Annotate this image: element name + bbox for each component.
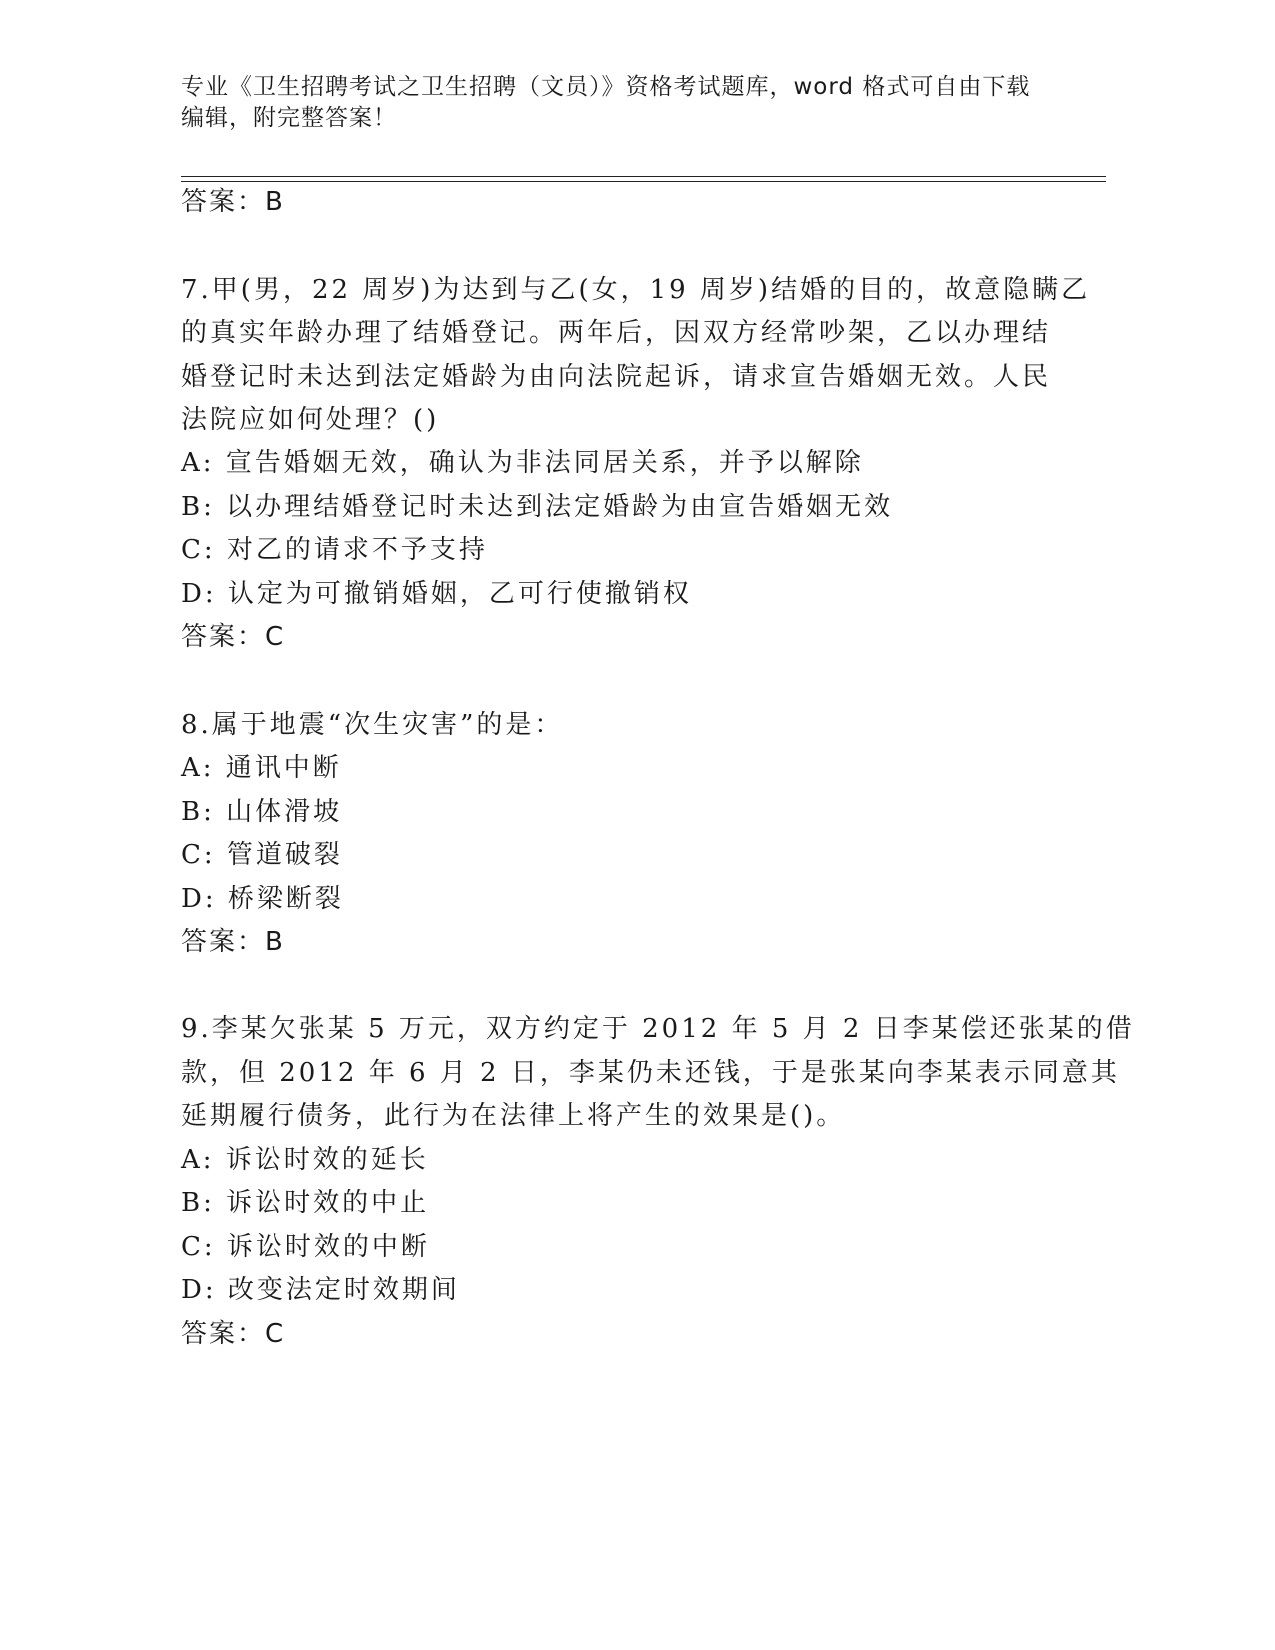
previous-answer: 答案：B [181,187,285,217]
header-line-1: 专业《卫生招聘考试之卫生招聘（文员）》资格考试题库，word 格式可自由下载 [181,74,1031,100]
option-c: C: 管道破裂 [181,840,343,870]
option-a: A: 诉讼时效的延长 [181,1145,429,1175]
option-a: A: 通讯中断 [181,753,342,783]
answer: 答案：C [181,1319,286,1349]
question-text-line: 款，但 2012 年 6 月 2 日，李某仍未还钱，于是张某向李某表示同意其 [181,1058,1120,1088]
option-b: B: 诉讼时效的中止 [181,1188,430,1218]
option-b: B: 山体滑坡 [181,797,343,827]
option-c: C: 对乙的请求不予支持 [181,535,488,565]
question-text-line: 婚登记时未达到法定婚龄为由向法院起诉，请求宣告婚姻无效。人民 [181,362,1052,392]
answer: 答案：B [181,927,285,957]
option-d: D: 改变法定时效期间 [181,1275,460,1305]
option-c: C: 诉讼时效的中断 [181,1232,430,1262]
document-header [181,72,1061,134]
question-text-line: 的真实年龄办理了结婚登记。两年后，因双方经常吵架，乙以办理结 [181,318,1052,348]
header-divider-bottom [181,181,1106,182]
question-text-line: 法院应如何处理？() [181,405,440,435]
option-a: A: 宣告婚姻无效，确认为非法同居关系，并予以解除 [181,448,864,478]
question-text-line: 7.甲(男，22 周岁)为达到与乙(女，19 周岁)结婚的目的，故意隐瞒乙 [181,275,1091,305]
question-text-line: 9.李某欠张某 5 万元，双方约定于 2012 年 5 月 2 日李某偿还张某的借 [181,1014,1135,1044]
header-divider-top [181,176,1106,177]
option-b: B: 以办理结婚登记时未达到法定婚龄为由宣告婚姻无效 [181,492,894,522]
header-line-2: 编辑，附完整答案！ [181,105,397,131]
question-text-line: 8.属于地震“次生灾害”的是： [181,710,564,740]
question-text-line: 延期履行债务，此行为在法律上将产生的效果是()。 [181,1101,846,1131]
answer: 答案：C [181,622,286,652]
option-d: D: 认定为可撤销婚姻，乙可行使撤销权 [181,579,692,609]
option-d: D: 桥梁断裂 [181,884,344,914]
